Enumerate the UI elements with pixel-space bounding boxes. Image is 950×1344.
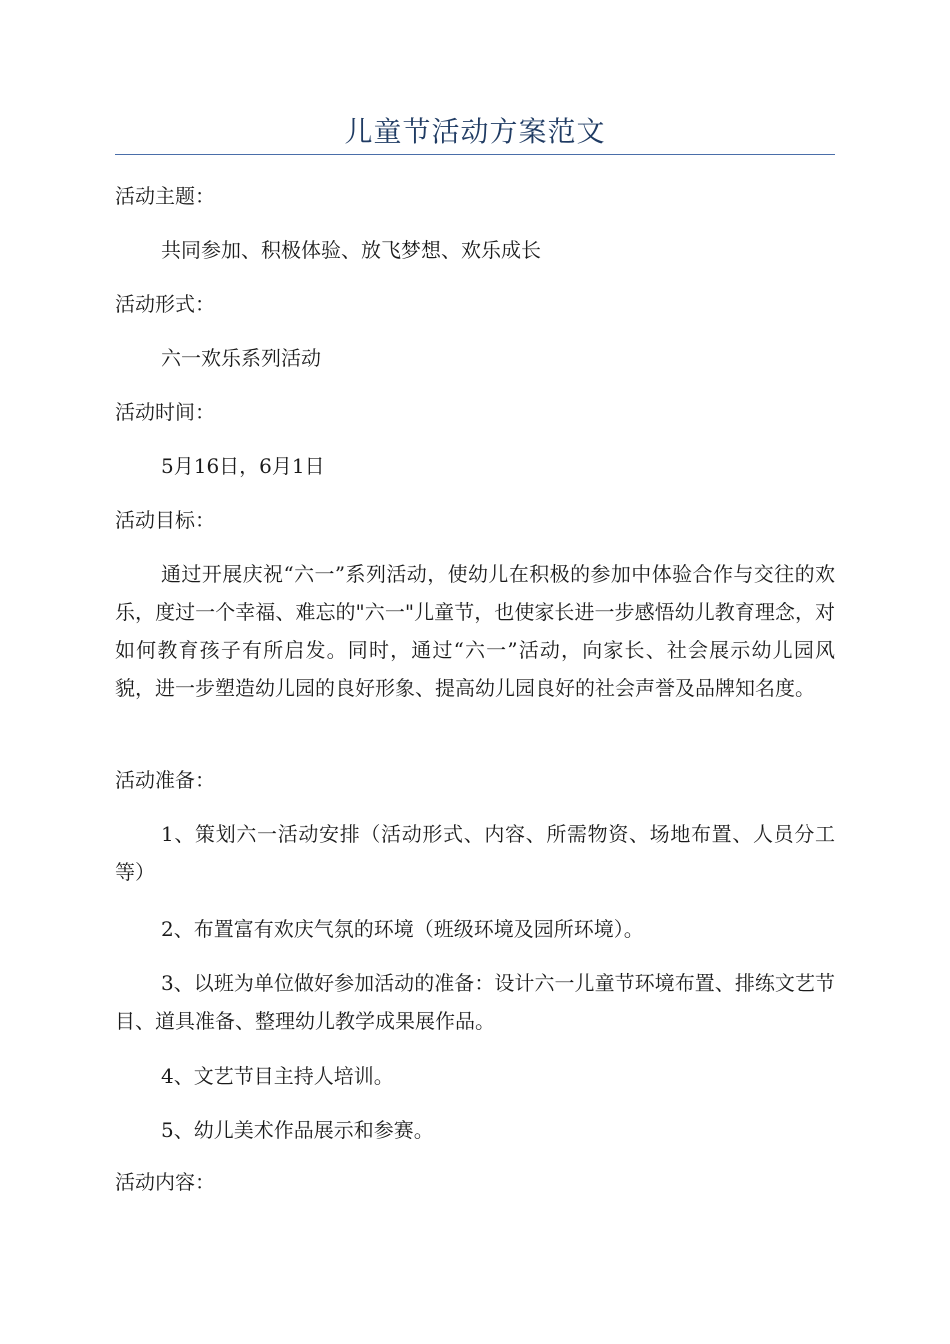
document-title: 儿童节活动方案范文 <box>344 115 606 148</box>
section-body-time: 5月16日，6月1日 <box>161 454 325 478</box>
title-underline <box>115 154 835 155</box>
section-heading-theme: 活动主题： <box>115 184 215 208</box>
preparation-item-2: 2、布置富有欢庆气氛的环境（班级环境及园所环境）。 <box>161 917 644 941</box>
preparation-item-5: 5、幼儿美术作品展示和参赛。 <box>161 1118 434 1142</box>
section-heading-content: 活动内容： <box>115 1170 215 1194</box>
section-body-theme: 共同参加、积极体验、放飞梦想、欢乐成长 <box>161 238 541 262</box>
section-heading-time: 活动时间： <box>115 400 215 424</box>
preparation-item-4: 4、文艺节目主持人培训。 <box>161 1064 394 1088</box>
section-heading-goal: 活动目标： <box>115 508 215 532</box>
section-body-goal: 通过开展庆祝“六一”系列活动，使幼儿在积极的参加中体验合作与交往的欢乐，度过一个幸福、难忘的"六一"儿童节，也使家长进一步感悟幼儿教育理念，对如何教育孩子有所启发。同时，通过“六一”活动，向家长、社会展示幼儿园风貌，进一步塑造幼儿园的良好形象、提高幼儿园良好的社会声誉及品牌知名度。 <box>115 562 835 700</box>
section-heading-preparation: 活动准备： <box>115 768 215 792</box>
preparation-item-3: 3、以班为单位做好参加活动的准备：设计六一儿童节环境布置、排练文艺节目、道具准备、整理幼儿教学成果展作品。 <box>115 971 835 1033</box>
section-heading-form: 活动形式： <box>115 292 215 316</box>
section-body-form: 六一欢乐系列活动 <box>161 346 321 370</box>
preparation-item-1: 1、策划六一活动安排（活动形式、内容、所需物资、场地布置、人员分工等） <box>115 822 835 884</box>
